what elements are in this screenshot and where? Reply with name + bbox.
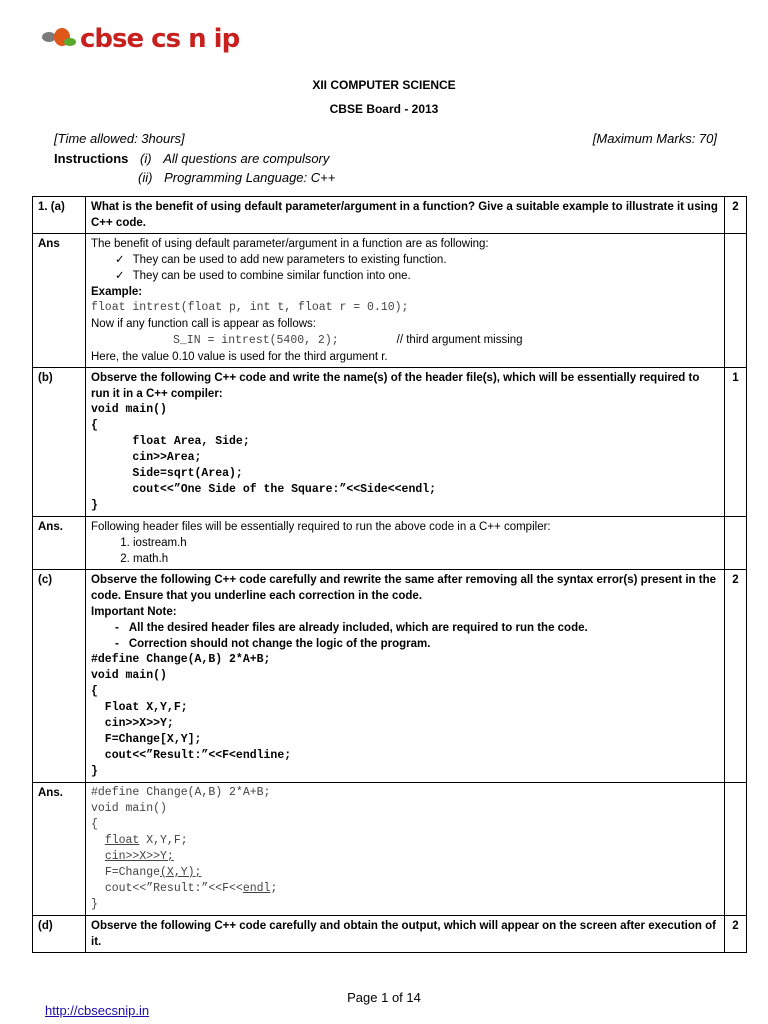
answer-cell — [86, 234, 725, 368]
code-line: void main() — [91, 403, 167, 416]
question-paper-table — [32, 196, 747, 953]
code-line: { — [91, 419, 98, 432]
list-item: ✓ They can be used to add new parameters to existing function. — [131, 252, 719, 268]
code-line: } — [91, 765, 98, 778]
code-line: cout<<”Result:”<<F<<endl; — [104, 882, 278, 895]
question-marks: 2 — [725, 570, 747, 783]
document-title: XII COMPUTER SCIENCE — [312, 78, 456, 92]
table-row — [33, 783, 747, 916]
question-number: (c) — [33, 570, 86, 783]
list-item: 1. iostream.h — [133, 535, 719, 551]
question-text: Observe the following C++ code carefully and obtain the output, which will appear on the screen after execution of it. — [86, 916, 725, 953]
call-text: Now if any function call is appear as follows: — [91, 318, 316, 330]
question-number: (d) — [33, 916, 86, 953]
code-line — [91, 849, 719, 865]
code-line: void main() — [91, 669, 167, 682]
list-item: ✓ They can be used to combine similar function into one. — [131, 268, 719, 284]
code-line: float intrest(float p, int t, float r = 0.10); — [91, 301, 409, 314]
code-line: cin>>Area; — [91, 451, 202, 464]
important-note-label: Important Note: — [91, 606, 177, 618]
code-line: } — [91, 898, 98, 911]
correction-float: float — [104, 834, 140, 847]
code-line: F=Change(X,Y); — [104, 866, 202, 879]
website-link[interactable]: http://cbsecsnip.in — [45, 1003, 150, 1018]
table-row — [33, 916, 747, 953]
code-line: float X,Y,F; — [104, 834, 188, 847]
correction-change-args: (X,Y); — [160, 866, 202, 879]
example-label: Example: — [91, 286, 143, 298]
code-call-line — [91, 332, 719, 349]
code-line: void main() — [91, 802, 167, 815]
code-line: { — [91, 685, 98, 698]
answer-label: Ans — [33, 234, 86, 368]
answer-cell — [86, 783, 725, 916]
answer-label: Ans. — [33, 517, 86, 570]
code-line: F=Change[X,Y]; — [91, 733, 202, 746]
question-marks: 1 — [725, 368, 747, 517]
instruction-2-number: (ii) — [138, 170, 153, 185]
code-comment: // third argument missing — [396, 334, 523, 346]
time-allowed: [Time allowed: 3hours] — [54, 131, 185, 146]
table-row — [33, 517, 747, 570]
answer-label: Ans. — [33, 783, 86, 916]
code-line: #define Change(A,B) 2*A+B; — [91, 653, 271, 666]
instruction-1-text: All questions are compulsory — [163, 151, 330, 166]
code-call: S_IN = intrest(5400, 2); — [173, 334, 339, 347]
document-subtitle: CBSE Board - 2013 — [329, 102, 439, 116]
cbsecsnip-logo — [42, 24, 239, 54]
answer-note: Here, the value 0.10 value is used for the third argument r. — [91, 351, 388, 363]
benefit-list — [91, 252, 719, 284]
list-item: - All the desired header files are already included, which are required to run the code. — [129, 620, 719, 636]
correction-endl: endl — [242, 882, 271, 895]
instruction-2-text: Programming Language: C++ — [164, 170, 336, 185]
code-line: Side=sqrt(Area); — [91, 467, 243, 480]
correction-cin: cin>>X>>Y; — [104, 850, 174, 863]
question-marks: 2 — [725, 916, 747, 953]
table-row — [33, 570, 747, 783]
answer-intro: Following header files will be essentially required to run the above code in a C++ compiler: — [91, 521, 551, 533]
maximum-marks: [Maximum Marks: 70] — [592, 131, 717, 146]
instructions-label: Instructions — [54, 151, 129, 166]
table-row — [33, 197, 747, 234]
answer-intro: The benefit of using default parameter/argument in a function are as following: — [91, 238, 489, 250]
question-text: Observe the following C++ code carefully and rewrite the same after removing all the syntax error(s) present in the code. Ensure that you underline each correction in the code. — [91, 574, 717, 602]
list-item: 2. math.h — [133, 551, 719, 567]
note-list — [91, 620, 719, 652]
code-line: { — [91, 818, 98, 831]
question-text: What is the benefit of using default parameter/argument in a function? Give a suitable example to illustrate it using C++ code. — [86, 197, 725, 234]
code-line: Float X,Y,F; — [91, 701, 188, 714]
code-line: cout<<”One Side of the Square:”<<Side<<endl; — [91, 483, 437, 496]
bird-logo-icon — [42, 26, 78, 52]
answer-cell — [86, 517, 725, 570]
code-line: float Area, Side; — [91, 435, 250, 448]
question-cell — [86, 570, 725, 783]
question-cell — [86, 368, 725, 517]
instruction-1-number: (i) — [140, 151, 152, 166]
list-item: - Correction should not change the logic of the program. — [129, 636, 719, 652]
instructions-line-1 — [54, 151, 329, 166]
table-row — [33, 368, 747, 517]
code-line: #define Change(A,B) 2*A+B; — [91, 786, 271, 799]
question-number: 1. (a) — [33, 197, 86, 234]
code-line: cin>>X>>Y; — [91, 717, 174, 730]
question-text: Observe the following C++ code and write the name(s) of the header file(s), which will be essentially required to run it in a C++ compiler: — [91, 372, 700, 400]
header-file-list — [91, 535, 719, 567]
question-marks: 2 — [725, 197, 747, 234]
question-number: (b) — [33, 368, 86, 517]
code-line: } — [91, 499, 98, 512]
instructions-line-2 — [138, 170, 335, 185]
page-number: Page 1 of 14 — [347, 990, 421, 1005]
table-row — [33, 234, 747, 368]
code-line: cout<<”Result:”<<F<endline; — [91, 749, 292, 762]
logo-text: cbse cs n ip — [80, 24, 240, 54]
